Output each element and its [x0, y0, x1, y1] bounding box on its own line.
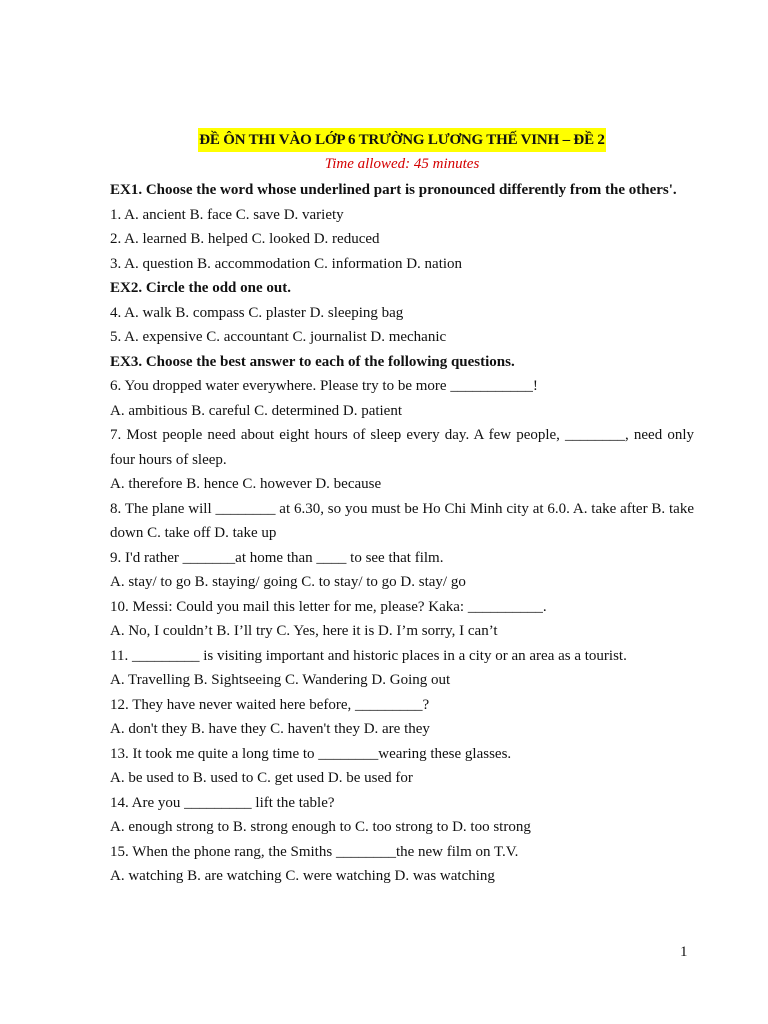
answer-12: A. don't they B. have they C. haven't they D. are they	[110, 721, 430, 737]
question-6: 6. You dropped water everywhere. Please try to be more ___________!	[110, 378, 538, 394]
answer-9: A. stay/ to go B. staying/ going C. to stay/ to go D. stay/ go	[110, 574, 466, 590]
question-11: 11. _________ is visiting important and historic places in a city or an area as a tourist.	[110, 647, 627, 664]
question-7: 7. Most people need about eight hours of sleep every day. A few people, ________, need only four hours of sleep.	[110, 427, 694, 468]
question-2: 2. A. learned B. helped C. looked D. reduced	[110, 231, 380, 247]
answer-13: A. be used to B. used to C. get used D. be used for	[110, 770, 413, 786]
answer-6: A. ambitious B. careful C. determined D. patient	[110, 402, 403, 419]
question-4: 4. A. walk B. compass C. plaster D. sleeping bag	[110, 304, 404, 321]
answer-10: A. No, I couldn’t B. I’ll try C. Yes, here it is D. I’m sorry, I can’t	[110, 623, 498, 639]
answer-15: A. watching B. are watching C. were watching D. was watching	[110, 868, 495, 884]
ex1-heading: EX1. Choose the word whose underlined part is pronounced differently from the others'.	[110, 182, 677, 198]
ex2-heading: EX2. Circle the odd one out.	[110, 280, 291, 296]
question-15: 15. When the phone rang, the Smiths ________the new film on T.V.	[110, 843, 519, 860]
exam-title: ĐỀ ÔN THI VÀO LỚP 6 TRƯỜNG LƯƠNG THẾ VINH – ĐỀ 2	[198, 128, 605, 152]
question-10: 10. Messi: Could you mail this letter for me, please? Kaka: __________.	[110, 598, 547, 615]
question-8: 8. The plane will ________ at 6.30, so you must be Ho Chi Minh city at 6.0. A. take after B. take down C. take off D. take up	[110, 500, 694, 541]
question-1: 1. A. ancient B. face C. save D. variety	[110, 206, 344, 223]
time-allowed: Time allowed: 45 minutes	[324, 156, 480, 172]
title-row	[110, 128, 694, 152]
answer-11: A. Travelling B. Sightseeing C. Wandering D. Going out	[110, 672, 451, 688]
ex3-heading: EX3. Choose the best answer to each of the following questions.	[110, 353, 515, 370]
question-13: 13. It took me quite a long time to ________wearing these glasses.	[110, 745, 512, 762]
page-number: 1	[680, 944, 688, 960]
question-9: 9. I'd rather _______at home than ____ to see that film.	[110, 549, 444, 566]
question-5: 5. A. expensive C. accountant C. journalist D. mechanic	[110, 329, 447, 345]
question-12: 12. They have never waited here before, _________?	[110, 696, 430, 713]
exam-content	[110, 128, 694, 889]
answer-7: A. therefore B. hence C. however D. because	[110, 476, 382, 492]
answer-14: A. enough strong to B. strong enough to C. too strong to D. too strong	[110, 819, 531, 835]
question-3: 3. A. question B. accommodation C. information D. nation	[110, 255, 463, 272]
question-14: 14. Are you _________ lift the table?	[110, 794, 335, 811]
